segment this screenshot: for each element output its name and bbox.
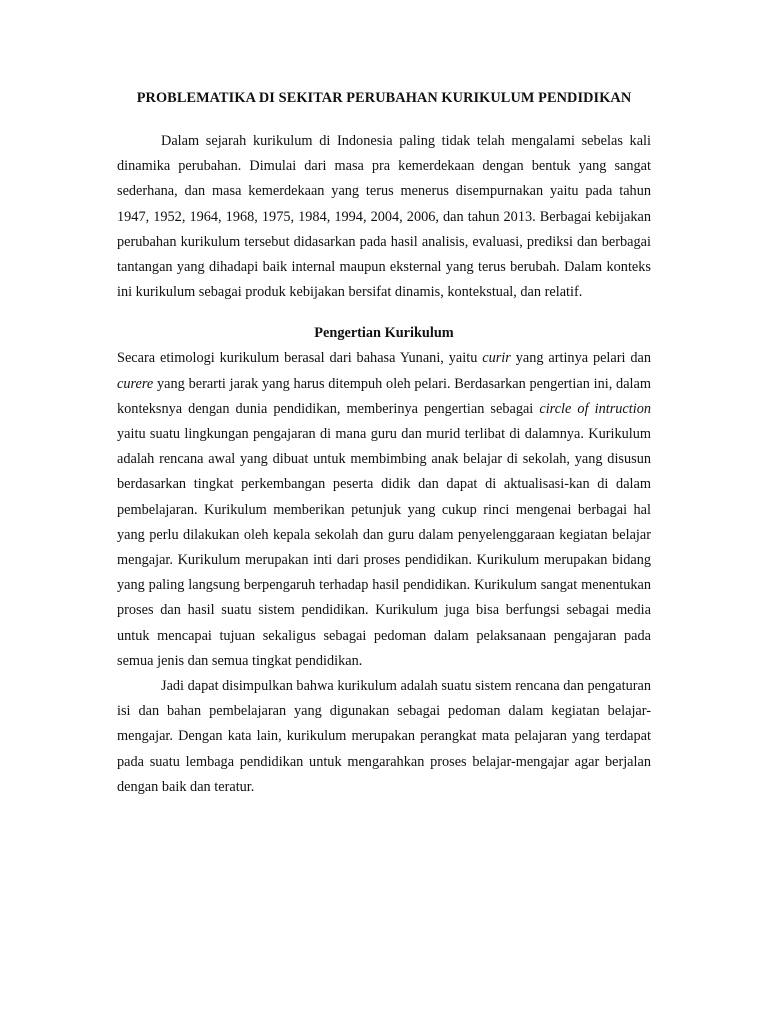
term-curere: curere [117, 375, 154, 392]
definition-text-3: yang berarti jarak yang harus ditempuh oleh pelari. Berdasarkan pengertian ini, dalam konteksnya dengan dunia pendidikan, memberinya pengertian sebagai [117, 375, 651, 417]
definition-text-1: Secara etimologi kurikulum berasal dari bahasa Yunani, yaitu [117, 350, 483, 367]
definition-text-2: yang artinya pelari dan [510, 350, 652, 367]
intro-paragraph: Dalam sejarah kurikulum di Indonesia paling tidak telah mengalami sebelas kali dinamika perubahan. Dimulai dari masa pra kemerdekaan dengan bentuk yang sangat sederhana, dan masa kemerdekaan yang terus menerus disempurnakan yaitu pada tahun 1947, 1952, 1964, 1968, 1975, 1984, 1994, 2004, 2006, dan tahun 2013. Berbagai kebijakan perubahan kurikulum tersebut didasarkan pada hasil analisis, evaluasi, prediksi dan berbagai tantangan yang dihadapi baik internal maupun eksternal yang terus berubah. Dalam konteks ini kurikulum sebagai produk kebijakan bersifat dinamis, kontekstual, dan relatif. [117, 133, 651, 301]
conclusion-paragraph: Jadi dapat disimpulkan bahwa kurikulum adalah suatu sistem rencana dan pengaturan isi dan bahan pembelajaran yang digunakan sebagai pedoman dalam kegiatan belajar-mengajar. Dengan kata lain, kurikulum merupakan perangkat mata pelajaran yang terdapat pada suatu lembaga pendidikan untuk mengarahkan proses belajar-mengajar agar berjalan dengan baik dan teratur. [117, 678, 651, 795]
definition-text-4: yaitu suatu lingkungan pengajaran di mana guru dan murid terlibat di dalamnya. Kurikulum adalah rencana awal yang dibuat untuk membimbing anak belajar di sekolah, yang disusun berdasarkan tingkat perkembangan peserta didik dan dapat di aktualisasi-kan di dalam pembelajaran. Kurikulum memberikan petunjuk yang cukup rinci mengenai berbagai hal yang perlu dilakukan oleh kepala sekolah dan guru dalam penyelenggaraan kegiatan belajar mengajar. Kurikulum merupakan inti dari proses pendidikan. Kurikulum merupakan bidang yang paling langsung berpengaruh terhadap hasil pendidikan. Kurikulum sangat menentukan proses dan hasil suatu sistem pendidikan. Kurikulum juga bisa berfungsi sebagai media untuk mencapai tujuan sekaligus sebagai pedoman dalam pelaksanaan pengajaran pada semua jenis dan semua tingkat pendidikan. [117, 426, 651, 669]
document-title: PROBLEMATIKA DI SEKITAR PERUBAHAN KURIKULUM PENDIDIKAN [136, 90, 632, 106]
section-heading: Pengertian Kurikulum [314, 325, 454, 342]
term-curir: curir [482, 350, 511, 367]
definition-paragraph [117, 346, 651, 674]
term-circle-of-intruction: circle of intruction [539, 400, 651, 417]
